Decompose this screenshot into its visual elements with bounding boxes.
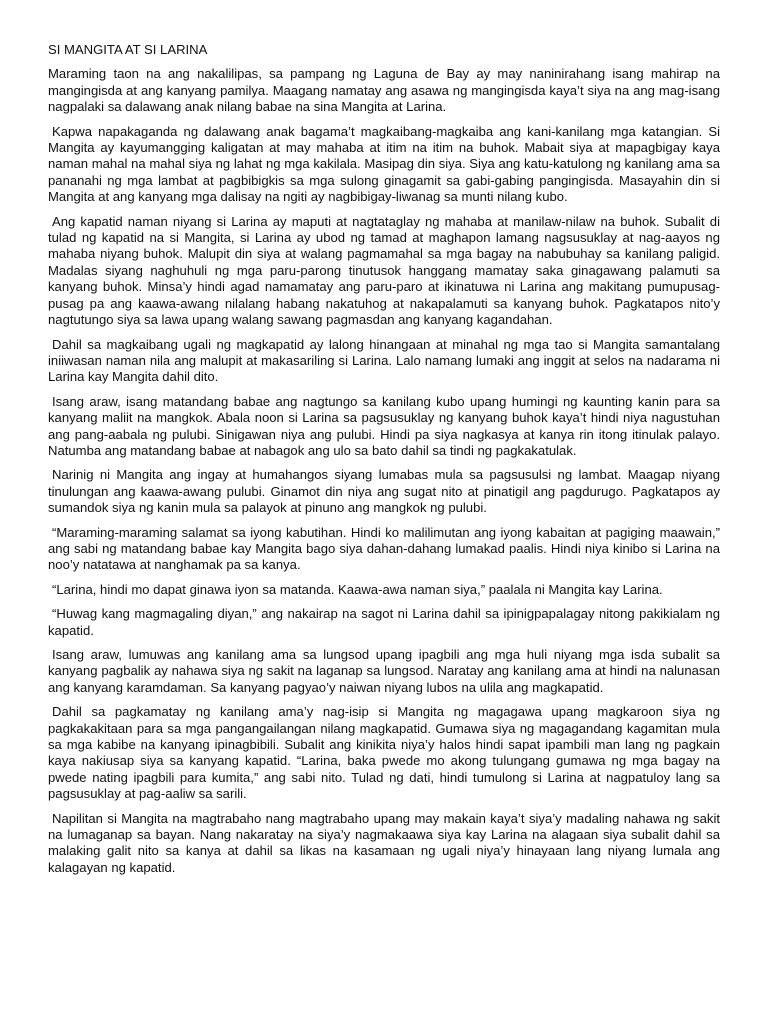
paragraph-4: Dahil sa magkaibang ugali ng magkapatid ay lalong hinangaan at minahal ng mga tao si Mangita samantalang iniiwasan naman nila ang malupit at makasariling si Larina. Lalo namang lumaki ang inggit at selos na nadarama ni Larina kay Mangita dahil dito.	[48, 336, 720, 385]
paragraph-9: “Huwag kang magmagaling diyan,” ang nakairap na sagot ni Larina dahil sa ipinigpapalagay nitong pakikialam ng kapatid.	[48, 606, 720, 638]
paragraph-8: “Larina, hindi mo dapat ginawa iyon sa matanda. Kaawa-awa naman siya,” paalala ni Mangita kay Larina.	[52, 581, 663, 597]
paragraph-7: “Maraming-maraming salamat sa iyong kabutihan. Hindi ko malilimutan ang iyong kabaitan at pagiging maawain,” ang sabi ng matandang babae kay Mangita bago siya dahan-dahang lumakad paalis. Hindi niya kinibo si Larina na noo’y natatawa at nanghamak pa sa kanya.	[48, 524, 720, 573]
story-title: SI MANGITA AT SI LARINA	[48, 42, 208, 57]
document-page	[48, 42, 720, 884]
paragraph-10: Isang araw, lumuwas ang kanilang ama sa lungsod upang ipagbili ang mga huli niyang mga isda subalit sa kanyang pagbalik ay nahawa siya ng sakit na laganap sa lungsod. Naratay ang kanilang ama at hindi na nalunasan ang kanyang karamdaman. Sa kanyang pagyao’y naiwan niyang lubos na ulila ang magkapatid.	[48, 647, 720, 695]
paragraph-3: Ang kapatid naman niyang si Larina ay maputi at nagtataglay ng mahaba at manilaw-nilaw na buhok. Subalit di tulad ng kapatid na si Mangita, si Larina ay ubod ng tamad at maghapon lamang nagsusuklay at nag-aayos ng mahaba niyang buhok. Malupit din siya at walang pagmamahal sa mga bagay na nabubuhay sa kanilang paligid. Madalas siyang naghuhuli ng mga paru-parong tinutusok hanggang mamatay saka ginagawang palamuti sa kanyang buhok. Minsa’y hindi agad namamatay ang paru-paro at ikinatuwa ni Larina ang makitang pumupusag-pusag pa ang kaawa-awang nilalang habang nakatuhog at nakapalamuti sa kanyang buhok. Pagkatapos nito’y nagtutungo siya sa lawa upang walang sawang pagmasdan ang kanyang kagandahan.	[48, 213, 720, 328]
paragraph-11: Dahil sa pagkamatay ng kanilang ama’y nag-isip si Mangita ng magagawa upang magkaroon siya ng pagkakakitaan para sa mga pangangailangan nilang magkapatid. Gumawa siya ng magagandang kagamitan mula sa mga kabibe na kanyang ipinagbibili. Subalit ang kinikita niya’y halos hindi sapat ipambili man lang ng pagkain kaya nakiusap siya sa kanyang kapatid. “Larina, baka pwede mo akong tulungang gumawa ng mga bagay na pwede nating ipagbili para kumita,” ang sabi nito. Tulad ng dati, hindi tumulong si Larina at nagpatuloy lang sa pagsusuklay at pag-aaliw sa sarili.	[48, 704, 720, 802]
paragraph-1: Maraming taon na ang nakalilipas, sa pampang ng Laguna de Bay ay may naninirahang isang mahirap na mangingisda at ang kanyang pamilya. Maagang namatay ang asawa ng mangingisda kaya’t siya na ang mag-isang nagpalaki sa dalawang anak nilang babae na sina Mangita at Larina.	[48, 66, 720, 115]
paragraph-5: Isang araw, isang matandang babae ang nagtungo sa kanilang kubo upang humingi ng kaunting kanin para sa kanyang maliit na mangkok. Abala noon si Larina sa pagsusuklay ng kanyang buhok kaya’t hindi niya nagustuhan ang pang-aabala ng pulubi. Sinigawan niya ang pulubi. Hindi pa siya nagkasya at kanya rin itong itinulak palayo. Natumba ang matandang babae at nabagok ang ulo sa bato dahil sa tindi ng pagkakatulak.	[48, 393, 720, 458]
paragraph-6: Narinig ni Mangita ang ingay at humahangos siyang lumabas mula sa pagsusulsi ng lambat. Maagap niyang tinulungan ang kaawa-awang pulubi. Ginamot din niya ang sugat nito at pinatigil ang pagdurugo. Pagkatapos ay sumandok siya ng kanin mula sa palayok at pinuno ang mangkok ng pulubi.	[48, 467, 720, 516]
paragraph-12: Napilitan si Mangita na magtrabaho nang magtrabaho upang may makain kaya’t siya’y madaling nahawa ng sakit na lumaganap sa bayan. Nang nakaratay na siya’y nagmakaawa siya kay Larina na alagaan siya subalit dahil sa malaking galit nito sa kanya at dahil sa likas na kasamaan ng ugali niya’y hinayaan lang niyang lumala ang kalagayan ng kapatid.	[48, 810, 720, 875]
paragraph-2: Kapwa napakaganda ng dalawang anak bagama’t magkaibang-magkaiba ang kani-kanilang mga katangian. Si Mangita ay kayumangging kaligatan at may mahaba at itim na itim na buhok. Mabait siya at mapagbigay kaya naman mahal na mahal siya ng lahat ng mga kakilala. Masipag din siya. Siya ang katu-katulong ng kanilang ama sa pananahi ng mga lambat at pagbibigkis sa mga sulong ginagamit sa gabi-gabing pangingisda. Masayahin din si Mangita at ang kanyang mga dalisay na ngiti ay nagbibigay-liwanag sa munti nilang kubo.	[48, 123, 720, 205]
